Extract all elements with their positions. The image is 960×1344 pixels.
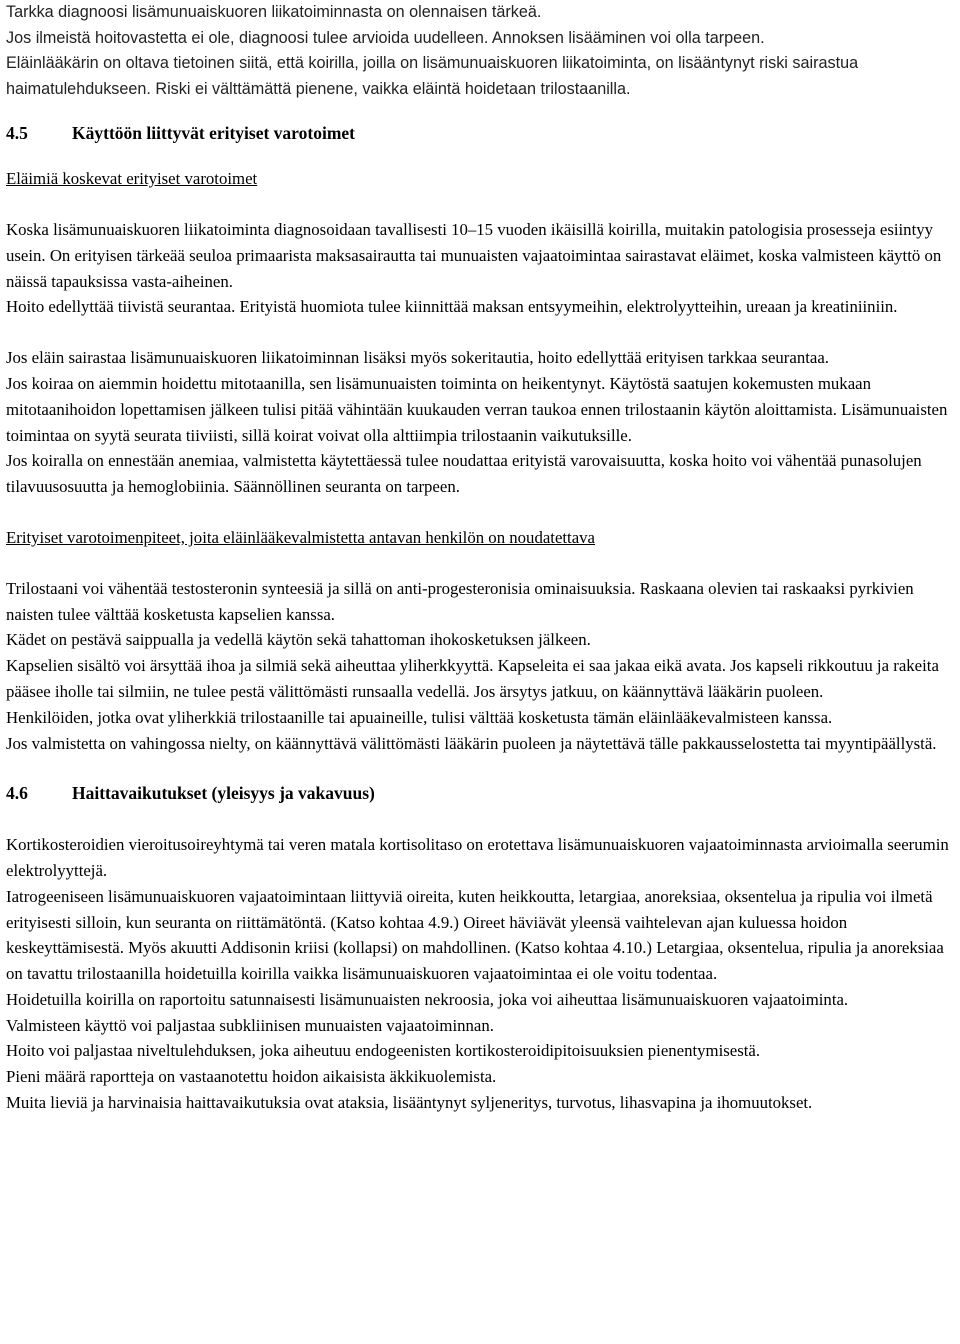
section-4-6-heading [6, 781, 958, 807]
paragraph: Kortikosteroidien vieroitusoireyhtymä tai veren matala kortisolitaso on erotettava lisämunuaiskuoren vajaatoiminnasta arvioimalla seerumin elektrolyyttejä. [6, 835, 949, 880]
section-title: Käyttöön liittyvät erityiset varotoimet [72, 123, 355, 144]
paragraph: Jos koiralla on ennestään anemiaa, valmistetta käytettäessä tulee noudattaa erityistä varovaisuutta, koska hoito voi vähentää punasolujen tilavuusosuutta ja hemoglobiinia. Säännöllinen seuranta on tarpeen. [6, 451, 922, 497]
paragraph: Jos eläin sairastaa lisämunuaiskuoren liikatoiminnan lisäksi myös sokeritautia, hoito edellyttää erityisen tarkkaa seurantaa. [6, 348, 829, 368]
paragraph: Koska lisämunuaiskuoren liikatoiminta diagnosoidaan tavallisesti 10–15 vuoden ikäisillä koirilla, muitakin patologisia prosesseja esiintyy usein. On erityisen tärkeää seuloa primaarista maksasairautta tai munuaisten vajaatoimintaa sairastavat eläimet, koska valmisteen käyttö on näissä tapauksissa vasta-aiheinen. [6, 219, 942, 291]
paragraph: Valmisteen käyttö voi paljastaa subkliinisen munuaisten vajaatoiminnan. [6, 1015, 494, 1035]
paragraph: Hoidetuilla koirilla on raportoitu satunnaisesti lisämunuaisten nekroosia, joka voi aiheuttaa lisämunuaiskuoren vajaatoiminta. [6, 989, 849, 1009]
paragraph: Henkilöiden, jotka ovat yliherkkiä trilostaanille tai apuaineille, tulisi välttää kosketusta tämän eläinlääkevalmisteen kanssa. [6, 707, 833, 727]
intro-paragraph-2: Jos ilmeistä hoitovastetta ei ole, diagnoosi tulee arvioida uudelleen. Annoksen lisääminen voi olla tarpeen. [6, 28, 765, 47]
section-title: Haittavaikutukset (yleisyys ja vakavuus) [72, 783, 375, 804]
document-page [6, 0, 958, 1116]
intro-paragraph-3: Eläinlääkärin on oltava tietoinen siitä, että koirilla, joilla on lisämunuaiskuoren liikatoiminta, on lisääntynyt riski sairastua haimatulehdukseen. Riski ei välttämättä pienene, vaikka eläintä hoidetaan trilostaanilla. [6, 54, 859, 98]
section-4-5-heading [6, 121, 958, 147]
section-number: 4.5 [6, 123, 28, 144]
intro-section [6, 0, 958, 102]
paragraph: Kapselien sisältö voi ärsyttää ihoa ja silmiä sekä aiheuttaa yliherkkyyttä. Kapseleita ei saa jakaa eikä avata. Jos kapseli rikkoutuu ja rakeita pääsee iholle tai silmiin, ne tulee pestä välittömästi runsaalla vedellä. Jos ärsytys jatkuu, on käännyttävä lääkärin puoleen. [6, 656, 939, 701]
subheading-animals: Eläimiä koskevat erityiset varotoimet [6, 169, 258, 189]
paragraph: Iatrogeeniseen lisämunuaiskuoren vajaatoimintaan liittyviä oireita, kuten heikkoutta, letargiaa, anoreksiaa, oksentelua ja ripulia voi ilmetä erityisesti silloin, kun seuranta on riittämätöntä. (Katso kohtaa 4.9.) Oireet häviävät yleensä vaihtelevan ajan kuluessa hoidon keskeyttämisestä. Myös akuutti Addisonin kriisi (kollapsi) on mahdollinen. (Katso kohtaa 4.10.) Letargiaa, oksentelua, ripulia ja anoreksiaa on tavattu trilostaanilla hoidetuilla koirilla vaikka lisämunuaiskuoren vajaatoimintaa ei ole voitu todentaa. [6, 886, 944, 984]
paragraph: Jos koiraa on aiemmin hoidettu mitotaanilla, sen lisämunuaisten toiminta on heikentynyt. Käytöstä saatujen kokemusten mukaan mitotaanihoidon lopettamisen jälkeen tulisi pitää vähintään kuukauden verran taukoa ennen trilostaanin käytön aloittamista. Lisämunuaisten toimintaa on syytä seurata tiiviisti, sillä koirat voivat olla alttiimpia trilostaanin vaikutuksille. [6, 373, 948, 445]
paragraph: Hoito voi paljastaa niveltulehduksen, joka aiheutuu endogeenisten kortikosteroidipitoisuuksien pienentymisestä. [6, 1041, 761, 1061]
paragraph: Muita lieviä ja harvinaisia haittavaikutuksia ovat ataksia, lisääntynyt syljeneritys, turvotus, lihasvapina ja ihomuutokset. [6, 1093, 813, 1113]
paragraph: Hoito edellyttää tiivistä seurantaa. Erityistä huomiota tulee kiinnittää maksan entsyymeihin, elektrolyytteihin, ureaan ja kreatiniiniin. [6, 297, 898, 317]
section-number: 4.6 [6, 783, 28, 804]
paragraph: Pieni määrä raportteja on vastaanotettu hoidon aikaisista äkkikuolemista. [6, 1067, 497, 1087]
paragraph: Jos valmistetta on vahingossa nielty, on käännyttävä välittömästi lääkärin puoleen ja näytettävä tälle pakkausselostetta tai myyntipäällystä. [6, 733, 937, 753]
paragraph: Kädet on pestävä saippualla ja vedellä käytön sekä tahattoman ihokosketuksen jälkeen. [6, 630, 591, 650]
intro-paragraph-1: Tarkka diagnoosi lisämunuaiskuoren liikatoiminnasta on olennaisen tärkeä. [6, 3, 542, 21]
subheading-persons: Erityiset varotoimenpiteet, joita eläinlääkevalmistetta antavan henkilön on noudatettava [6, 527, 596, 547]
paragraph: Trilostaani voi vähentää testosteronin synteesiä ja sillä on anti-progesteronisia ominaisuuksia. Raskaana olevien tai raskaaksi pyrkivien naisten tulee välttää kosketusta kapselien kanssa. [6, 578, 914, 624]
